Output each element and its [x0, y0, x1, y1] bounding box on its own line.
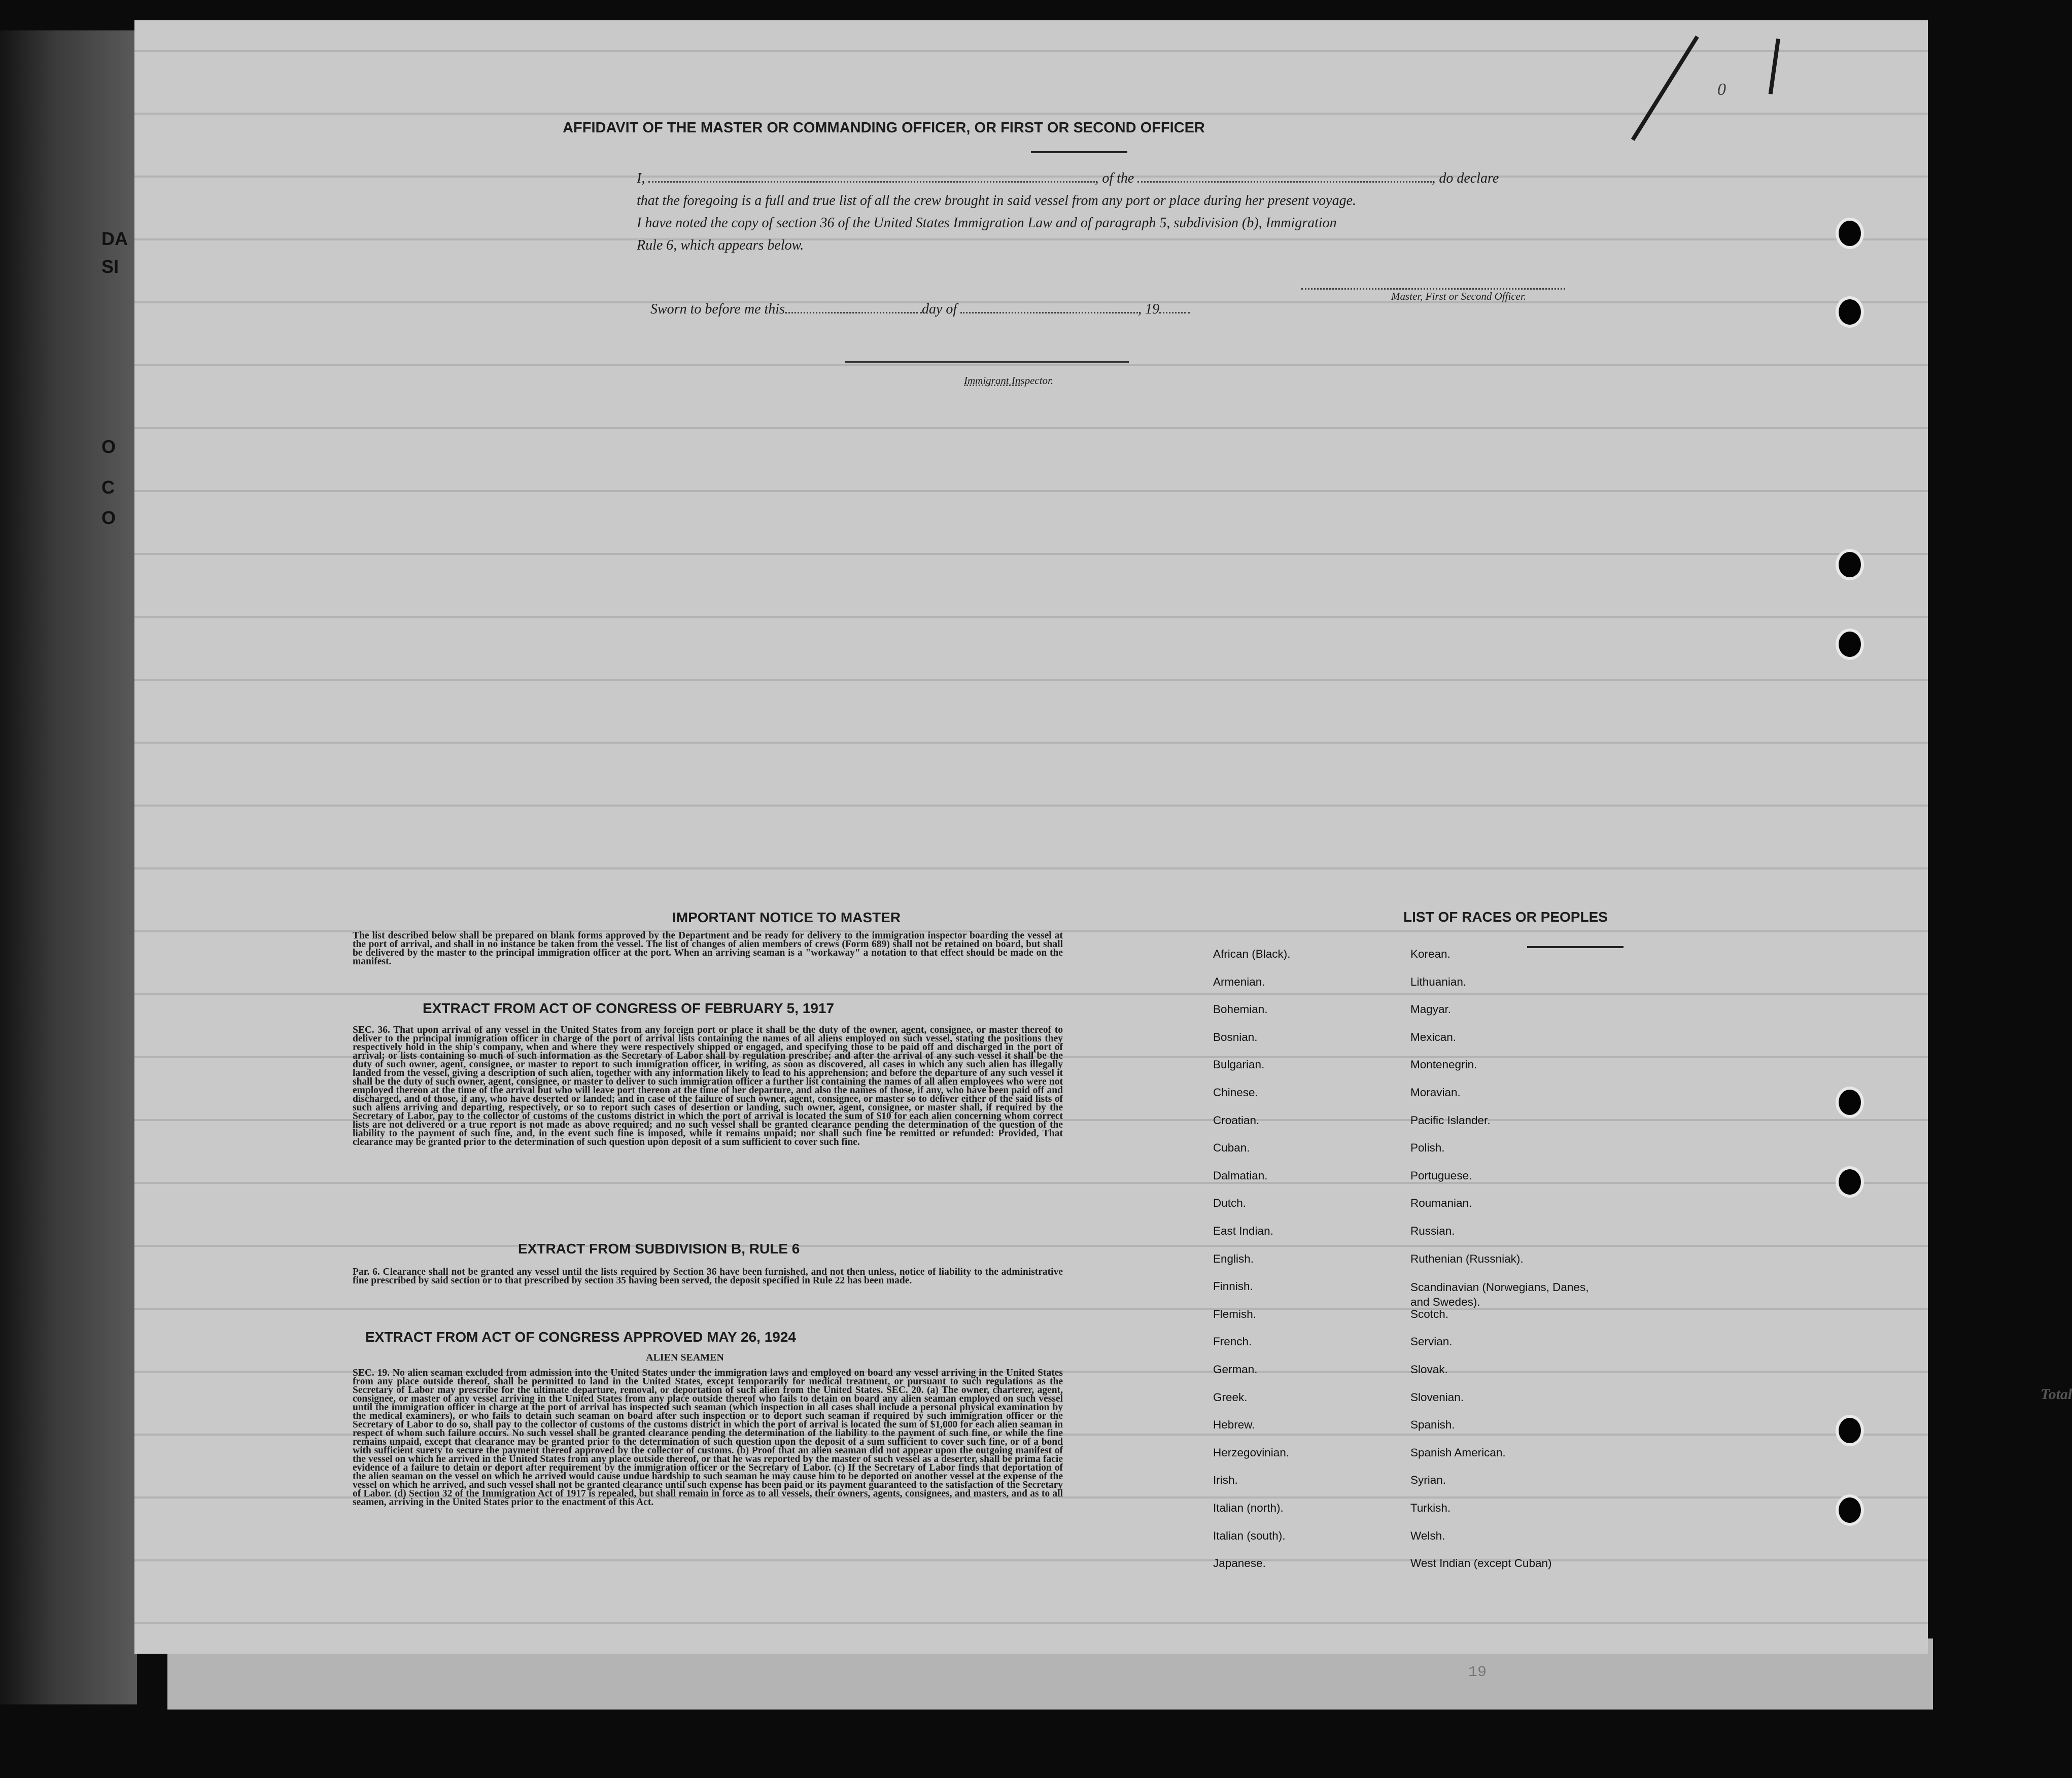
act-1924-title: EXTRACT FROM ACT OF CONGRESS APPROVED MAY 26, 1924	[365, 1329, 796, 1345]
race-item: English.	[1213, 1252, 1254, 1265]
race-item: Ruthenian (Russniak).	[1410, 1252, 1524, 1265]
race-item: Italian (north).	[1213, 1502, 1284, 1514]
race-item: Greek.	[1213, 1390, 1248, 1404]
sworn-line: Sworn to before me this day of , 19	[650, 298, 1190, 321]
rule-6-title: EXTRACT FROM SUBDIVISION B, RULE 6	[518, 1241, 800, 1257]
signature-field[interactable]	[1301, 288, 1565, 290]
race-item: Scotch.	[1410, 1307, 1449, 1320]
signature-label: Master, First or Second Officer.	[1391, 290, 1526, 302]
vessel-field[interactable]	[1137, 171, 1432, 183]
race-item: Finnish.	[1213, 1280, 1253, 1293]
race-item: Herzegovinian.	[1213, 1446, 1290, 1459]
race-item: Spanish.	[1410, 1418, 1455, 1432]
race-item: Lithuanian.	[1410, 975, 1467, 988]
race-item: Slovak.	[1410, 1363, 1448, 1376]
affidavit-title: AFFIDAVIT OF THE MASTER OR COMMANDING OFFICER, OR FIRST OR SECOND OFFICER	[563, 120, 1205, 136]
notice-text: The list described below shall be prepared on blank forms approved by the Department and be ready for delivery to the immigration inspector boarding the vessel at the port of arrival, and shall in no instance be taken from the vessel. The list of changes of alien members of crews (Form 689) shall not be retained on board, but shall be delivered by the master to the principal immigration officer at the port. When an arriving seaman is a "workaway" a notation to that effect should be made on the manifest.	[353, 930, 1063, 967]
sworn-month-field[interactable]	[960, 302, 1138, 313]
race-item: French.	[1213, 1335, 1252, 1348]
race-item: Irish.	[1213, 1474, 1238, 1487]
race-item: Spanish American.	[1410, 1446, 1506, 1459]
inspector-label: Immigrant Inspector.	[964, 374, 1054, 387]
race-item: Dutch.	[1213, 1197, 1247, 1210]
punch-hole	[1839, 221, 1861, 246]
race-item: Hebrew.	[1213, 1418, 1255, 1432]
race-item: Montenegrin.	[1410, 1058, 1477, 1071]
race-item: Magyar.	[1410, 1003, 1452, 1016]
title-rule	[1031, 151, 1127, 153]
race-item: Scandinavian (Norwegians, Danes, and Swedes).	[1410, 1281, 1589, 1309]
races-title: LIST OF RACES OR PEOPLES	[1403, 909, 1608, 925]
races-rule	[1527, 946, 1624, 948]
race-item: Mexican.	[1410, 1030, 1457, 1043]
race-item: Slovenian.	[1410, 1390, 1464, 1404]
race-item: Japanese.	[1213, 1557, 1266, 1570]
race-item: Servian.	[1410, 1335, 1453, 1348]
edge-fragment: SI	[101, 256, 119, 277]
race-item: East Indian.	[1213, 1225, 1273, 1237]
corner-mark: 0	[1717, 80, 1726, 99]
race-item: German.	[1213, 1363, 1258, 1376]
punch-hole	[1839, 1418, 1861, 1443]
race-item: Korean.	[1410, 948, 1451, 960]
affidavit-line-4: Rule 6, which appears below.	[637, 237, 804, 253]
race-item: Roumanian.	[1410, 1197, 1472, 1210]
race-item: Chinese.	[1213, 1086, 1258, 1099]
edge-fragment: O	[101, 436, 116, 457]
name-field[interactable]	[648, 171, 1095, 183]
race-item: African (Black).	[1213, 948, 1291, 960]
race-item: Croatian.	[1213, 1113, 1260, 1127]
race-item: Turkish.	[1410, 1502, 1451, 1514]
rule-6-text: Par. 6. Clearance shall not be granted any vessel until the lists required by Section 36 have been furnished, and not then unless, notice of liability to the administrative fine prescribed by said section or to that prescribed by section 35 having been served, the deposit specified in Rule 22 has been made.	[353, 1267, 1063, 1286]
race-item: Bulgarian.	[1213, 1058, 1265, 1071]
edge-fragment: O	[101, 507, 116, 528]
race-item: Bohemian.	[1213, 1003, 1268, 1016]
edge-fragment: DA	[101, 228, 128, 249]
affidavit-line-2: that the foregoing is a full and true list of all the crew brought in said vessel from any port or place during her present voyage.	[637, 193, 1357, 208]
race-item: Russian.	[1410, 1225, 1455, 1237]
act-1924-text: SEC. 19. No alien seaman excluded from admission into the United States under the immigration laws and employed on board any vessel arriving in the United States from any place outside thereof, shall be permitted to land in the United States, except temporarily for medical treatment, or pursuant to such regulations as the Secretary of Labor may prescribe for the ultimate departure, removal, or deportation of such alien from the United States. SEC. 20. (a) The owner, charterer, agent, consignee, or master of any vessel arriving in the United States from any place outside thereof who fails to detain on board any alien seaman employed on such vessel until the immigration officer in charge at the port of arrival has inspected such seaman (which inspection in all cases shall include a personal physical examination by the medical examiners), or who fails to detain such seaman on board after such inspection or to deport such seaman if required by such immigration officer or the Secretary of Labor to do so, shall pay to the collector of customs of the customs district in which the port of arrival is located the sum of $1,000 for each alien seaman in respect of whom such failure occurs. No such vessel shall be granted clearance pending the determination of the liability to the payment of such fine, or while the fine remains unpaid, except that clearance may be granted prior to the determination of such question upon the deposit of a sum sufficient to cover such fine, or of a bond with sufficient surety to secure the payment thereof approved by the collector of customs. (b) Proof that an alien seaman did not appear upon the outgoing manifest of the vessel on which he arrived in the United States from any place outside thereof, or that he was reported by the master of such vessel as a deserter, shall be prima facie evidence of a failure to detain or deport after requirement by the immigration officer or the Secretary of Labor. (c) If the Secretary of Labor finds that deportation of the alien seaman on the vessel on which he arrived would cause undue hardship to such seaman he may cause him to be deported on another vessel at the expense of the vessel on which he arrived, and such vessel shall not be granted clearance until such expense has been paid or its payment guaranteed to the satisfaction of the Secretary of Labor. (d) Section 32 of the Immigration Act of 1917 is repealed, but shall remain in force as to all vessels, their owners, agents, consignees, and masters, and as to all seamen, arriving in the United States prior to the enactment of this Act.	[353, 1368, 1063, 1508]
race-item: Welsh.	[1410, 1529, 1445, 1542]
race-item: Moravian.	[1410, 1086, 1461, 1099]
race-item: Portuguese.	[1410, 1169, 1472, 1182]
punch-hole	[1839, 552, 1861, 577]
affidavit-line-1: I, , of the , do declare	[637, 170, 1499, 186]
adjacent-page-edge	[0, 30, 137, 1704]
act-1917-title: EXTRACT FROM ACT OF CONGRESS OF FEBRUARY 5, 1917	[423, 1000, 835, 1016]
race-item: Polish.	[1410, 1141, 1445, 1155]
punch-hole	[1839, 1090, 1861, 1115]
underlying-sheet: 19	[167, 1638, 1933, 1710]
sworn-year-field[interactable]	[1159, 302, 1190, 313]
total-label: Total	[2041, 1386, 2072, 1403]
race-item: Armenian.	[1213, 975, 1265, 988]
race-item: West Indian (except Cuban)	[1410, 1557, 1552, 1570]
sworn-day-field[interactable]	[785, 302, 922, 313]
edge-fragment: C	[101, 477, 115, 498]
punch-hole	[1839, 1169, 1861, 1195]
race-item: Pacific Islander.	[1410, 1113, 1491, 1127]
inspector-signature-line[interactable]	[845, 361, 1129, 363]
race-item: Italian (south).	[1213, 1529, 1286, 1542]
affidavit-line-3: I have noted the copy of section 36 of the United States Immigration Law and of paragraph 5, subdivision (b), Immigration	[637, 215, 1337, 231]
punch-hole	[1839, 632, 1861, 657]
act-1924-subtitle: ALIEN SEAMEN	[646, 1352, 724, 1363]
notice-title: IMPORTANT NOTICE TO MASTER	[672, 910, 901, 925]
punch-hole	[1839, 1497, 1861, 1523]
race-item: Dalmatian.	[1213, 1169, 1268, 1182]
punch-hole	[1839, 299, 1861, 325]
race-item: Syrian.	[1410, 1474, 1446, 1487]
race-item: Flemish.	[1213, 1307, 1257, 1320]
manifest-page	[134, 20, 2072, 1654]
race-item: Cuban.	[1213, 1141, 1250, 1155]
race-item: Bosnian.	[1213, 1030, 1258, 1043]
act-1917-text: SEC. 36. That upon arrival of any vessel in the United States from any foreign port or place it shall be the duty of the owner, agent, consignee, or master thereof to deliver to the principal immigration officer in charge of the port of arrival lists containing the names of all aliens employed on such vessel, stating the positions they respectively hold in the ship's company, when and where they were respectively shipped or engaged, and specifying those to be paid off and discharged in the port of arrival; or lists containing so much of such information as the Secretary of Labor shall by regulation prescribe; and after the arrival of any such vessel it shall be the duty of such owner, agent, consignee, or master to report to such immigration officer, in writing, as soon as discovered, all cases in which any such alien has illegally landed from the vessel, giving a description of such alien, together with any information likely to lead to his apprehension; and before the departure of any such vessel it shall be the duty of such owner, agent, consignee, or master to deliver to such immigration officer a further list containing the names of all alien employees who were not employed thereon at the time of the arrival but who will leave port thereon at the time of her departure, and also the names of those, if any, who have been paid off and discharged, and of those, if any, who have deserted or landed; and in case of the failure of such owner, agent, consignee, or master so to deliver either of the said lists of such aliens arriving and departing, respectively, or so to report such cases of desertion or landing, such owner, agent, consignee, or master shall, if required by the Secretary of Labor, pay to the collector of customs of the customs district in which the port of arrival is located the sum of $10 for each alien concerning whom correct lists are not delivered or a true report is not made as above required; and no such vessel shall be granted clearance pending the determination of the question of the liability to the payment of such fine, and, in the event such fine is imposed, while it remains unpaid; nor shall such fine be remitted or refunded: Provided, That clearance may be granted prior to the determination of such question upon deposit of a sum sufficient to cover such fine.	[353, 1025, 1063, 1147]
